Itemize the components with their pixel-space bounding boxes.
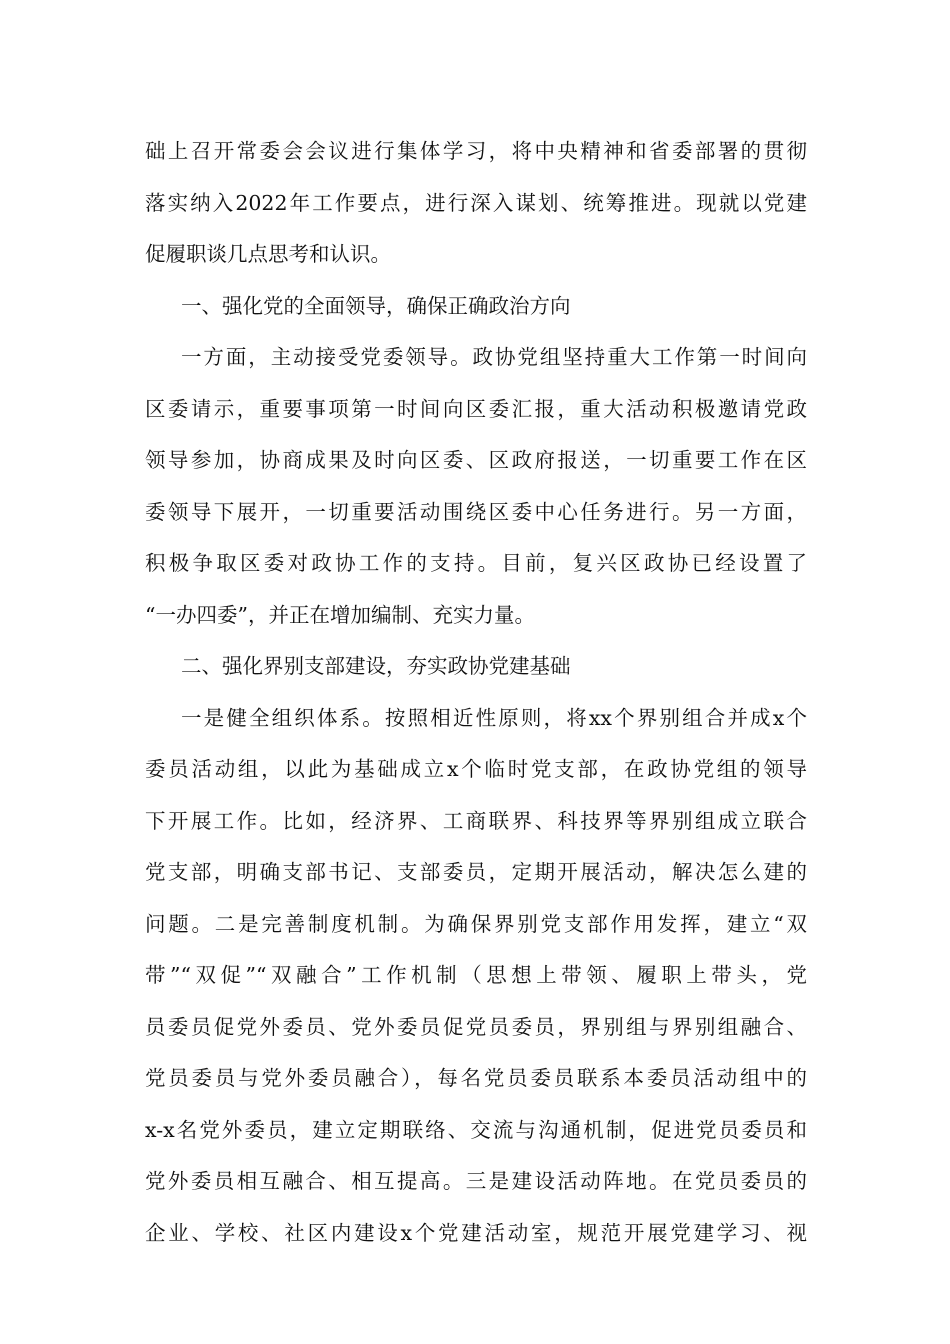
paragraph-line: 问题。二是完善制度机制。为确保界别党支部作用发挥，建立“双 [145, 911, 807, 936]
section-heading-1: 一、强化党的全面领导，确保正确政治方向 [181, 293, 571, 318]
paragraph-line: “一办四委”，并正在增加编制、充实力量。 [145, 602, 535, 627]
paragraph-line: 落实纳入2022年工作要点，进行深入谋划、统筹推进。现就以党建 [145, 190, 807, 215]
paragraph-line: 党员委员与党外委员融合），每名党员委员联系本委员活动组中的 [145, 1066, 807, 1090]
paragraph-line: 企业、学校、社区内建设x个党建活动室，规范开展党建学习、视 [145, 1220, 807, 1245]
paragraph-line: 员委员促党外委员、党外委员促党员委员，界别组与界别组融合、 [145, 1014, 807, 1039]
paragraph-line: 党支部，明确支部书记、支部委员，定期开展活动，解决怎么建的 [145, 860, 807, 884]
paragraph-line: 带”“双促”“双融合”工作机制（思想上带领、履职上带头，党 [145, 963, 807, 987]
paragraph-line: 一方面，主动接受党委领导。政协党组坚持重大工作第一时间向 [181, 345, 807, 369]
paragraph-line: 领导参加，协商成果及时向区委、区政府报送，一切重要工作在区 [145, 448, 807, 472]
paragraph-line: x-x名党外委员，建立定期联络、交流与沟通机制，促进党员委员和 [145, 1117, 807, 1142]
paragraph-line: 党外委员相互融合、相互提高。三是建设活动阵地。在党员委员的 [145, 1169, 807, 1193]
paragraph-line: 委员活动组，以此为基础成立x个临时党支部，在政协党组的领导 [145, 757, 807, 781]
paragraph-line: 下开展工作。比如，经济界、工商联界、科技界等界别组成立联合 [145, 808, 807, 833]
paragraph-line: 委领导下展开，一切重要活动围绕区委中心任务进行。另一方面， [145, 499, 807, 524]
paragraph-line: 础上召开常委会会议进行集体学习，将中央精神和省委部署的贯彻 [145, 139, 807, 163]
section-heading-2: 二、强化界别支部建设，夯实政协党建基础 [181, 654, 571, 678]
paragraph-line: 积极争取区委对政协工作的支持。目前，复兴区政协已经设置了 [145, 551, 807, 575]
body-text [145, 126, 807, 1259]
paragraph-line: 区委请示，重要事项第一时间向区委汇报，重大活动积极邀请党政 [145, 396, 807, 421]
paragraph-line: 一是健全组织体系。按照相近性原则，将xx个界别组合并成x个 [181, 705, 807, 730]
paragraph-line: 促履职谈几点思考和认识。 [145, 242, 391, 266]
